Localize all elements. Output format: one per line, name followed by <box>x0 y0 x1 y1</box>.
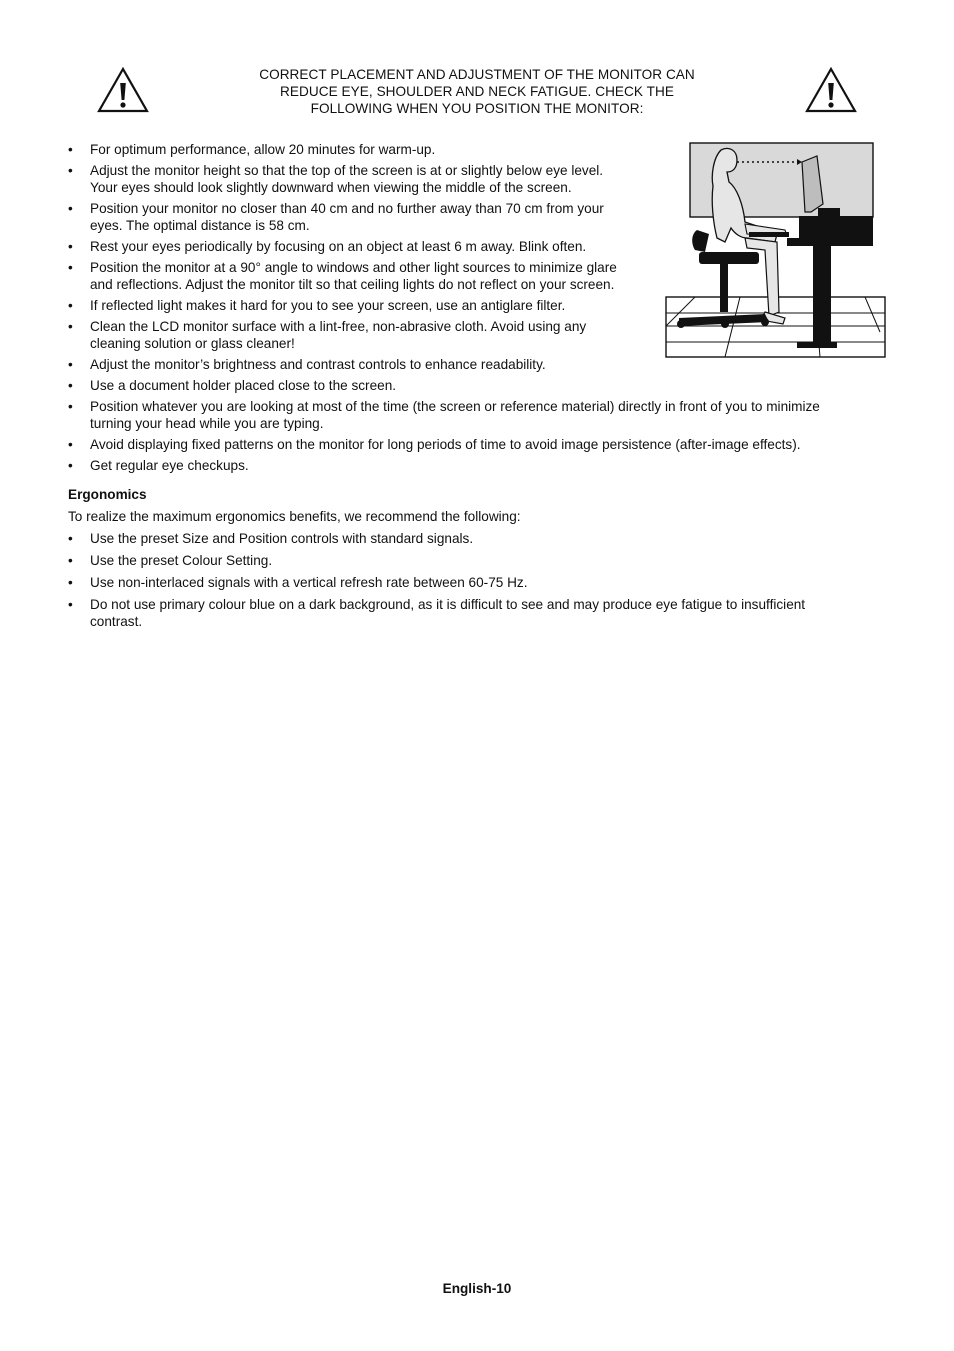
section-intro: To realize the maximum ergonomics benefits, we recommend the following: <box>68 509 521 524</box>
list-item <box>68 141 665 158</box>
list-item-line: eyes. The optimal distance is 58 cm. <box>90 218 310 233</box>
list-item <box>68 552 888 569</box>
list-item-line: • Use non-interlaced signals with a vertical refresh rate between 60-75 Hz. <box>90 575 528 590</box>
list-item-line: • Adjust the monitor height so that the top of the screen is at or slightly below eye level. <box>90 163 604 178</box>
warning-line: FOLLOWING WHEN YOU POSITION THE MONITOR: <box>310 101 644 116</box>
warning-line: REDUCE EYE, SHOULDER AND NECK FATIGUE. CHECK THE <box>280 84 674 99</box>
warning-triangle-icon <box>97 67 149 113</box>
list-item-line: • Do not use primary colour blue on a dark background, as it is difficult to see and may produce eye fatigue to insufficient <box>90 597 806 612</box>
warning-line: CORRECT PLACEMENT AND ADJUSTMENT OF THE MONITOR CAN <box>259 67 695 82</box>
list-item-line: • Use a document holder placed close to the screen. <box>90 378 397 393</box>
ergonomics-list <box>68 530 888 635</box>
list-item <box>68 398 888 432</box>
list-item-line: • Adjust the monitor’s brightness and contrast controls to enhance readability. <box>90 357 546 372</box>
list-item-line: • Rest your eyes periodically by focusing on an object at least 6 m away. Blink often. <box>90 239 587 254</box>
list-item-line: • Position your monitor no closer than 40 cm and no further away than 70 cm from your <box>90 201 604 216</box>
list-item-line: Your eyes should look slightly downward when viewing the middle of the screen. <box>90 180 572 195</box>
list-item-line: • Get regular eye checkups. <box>90 458 249 473</box>
list-item-line: cleaning solution or glass cleaner! <box>90 336 295 351</box>
list-item-line: and reflections. Adjust the monitor tilt so that ceiling lights do not reflect on your screen. <box>90 277 615 292</box>
list-item <box>68 318 665 352</box>
list-item-line: • For optimum performance, allow 20 minutes for warm-up. <box>90 142 436 157</box>
list-item <box>68 162 665 196</box>
list-item <box>68 530 888 547</box>
list-item <box>68 356 888 373</box>
list-item-line: turning your head while you are typing. <box>90 416 324 431</box>
list-item <box>68 238 665 255</box>
list-item-line: • Avoid displaying fixed patterns on the monitor for long periods of time to avoid image persistence (after-image effects). <box>90 437 801 452</box>
page-number: English-10 <box>442 1281 512 1296</box>
section-heading: Ergonomics <box>68 487 147 502</box>
list-item <box>68 457 888 474</box>
list-item-line: • If reflected light makes it hard for you to see your screen, use an antiglare filter. <box>90 298 566 313</box>
list-item-line: • Position whatever you are looking at most of the time (the screen or reference material) directly in front of you to minimize <box>90 399 820 414</box>
list-item-line: contrast. <box>90 614 143 629</box>
list-item <box>68 259 665 293</box>
list-item <box>68 377 888 394</box>
list-item <box>68 596 888 630</box>
list-item-line: • Position the monitor at a 90° angle to windows and other light sources to minimize glare <box>90 260 617 275</box>
placement-checklist <box>68 141 888 478</box>
list-item-line: • Clean the LCD monitor surface with a lint-free, non-abrasive cloth. Avoid using any <box>90 319 587 334</box>
list-item-line: • Use the preset Colour Setting. <box>90 553 273 568</box>
list-item-line: • Use the preset Size and Position controls with standard signals. <box>90 531 474 546</box>
warning-message <box>200 66 754 117</box>
list-item <box>68 574 888 591</box>
warning-triangle-icon <box>805 67 857 113</box>
list-item <box>68 200 665 234</box>
list-item <box>68 297 665 314</box>
list-item <box>68 436 888 453</box>
